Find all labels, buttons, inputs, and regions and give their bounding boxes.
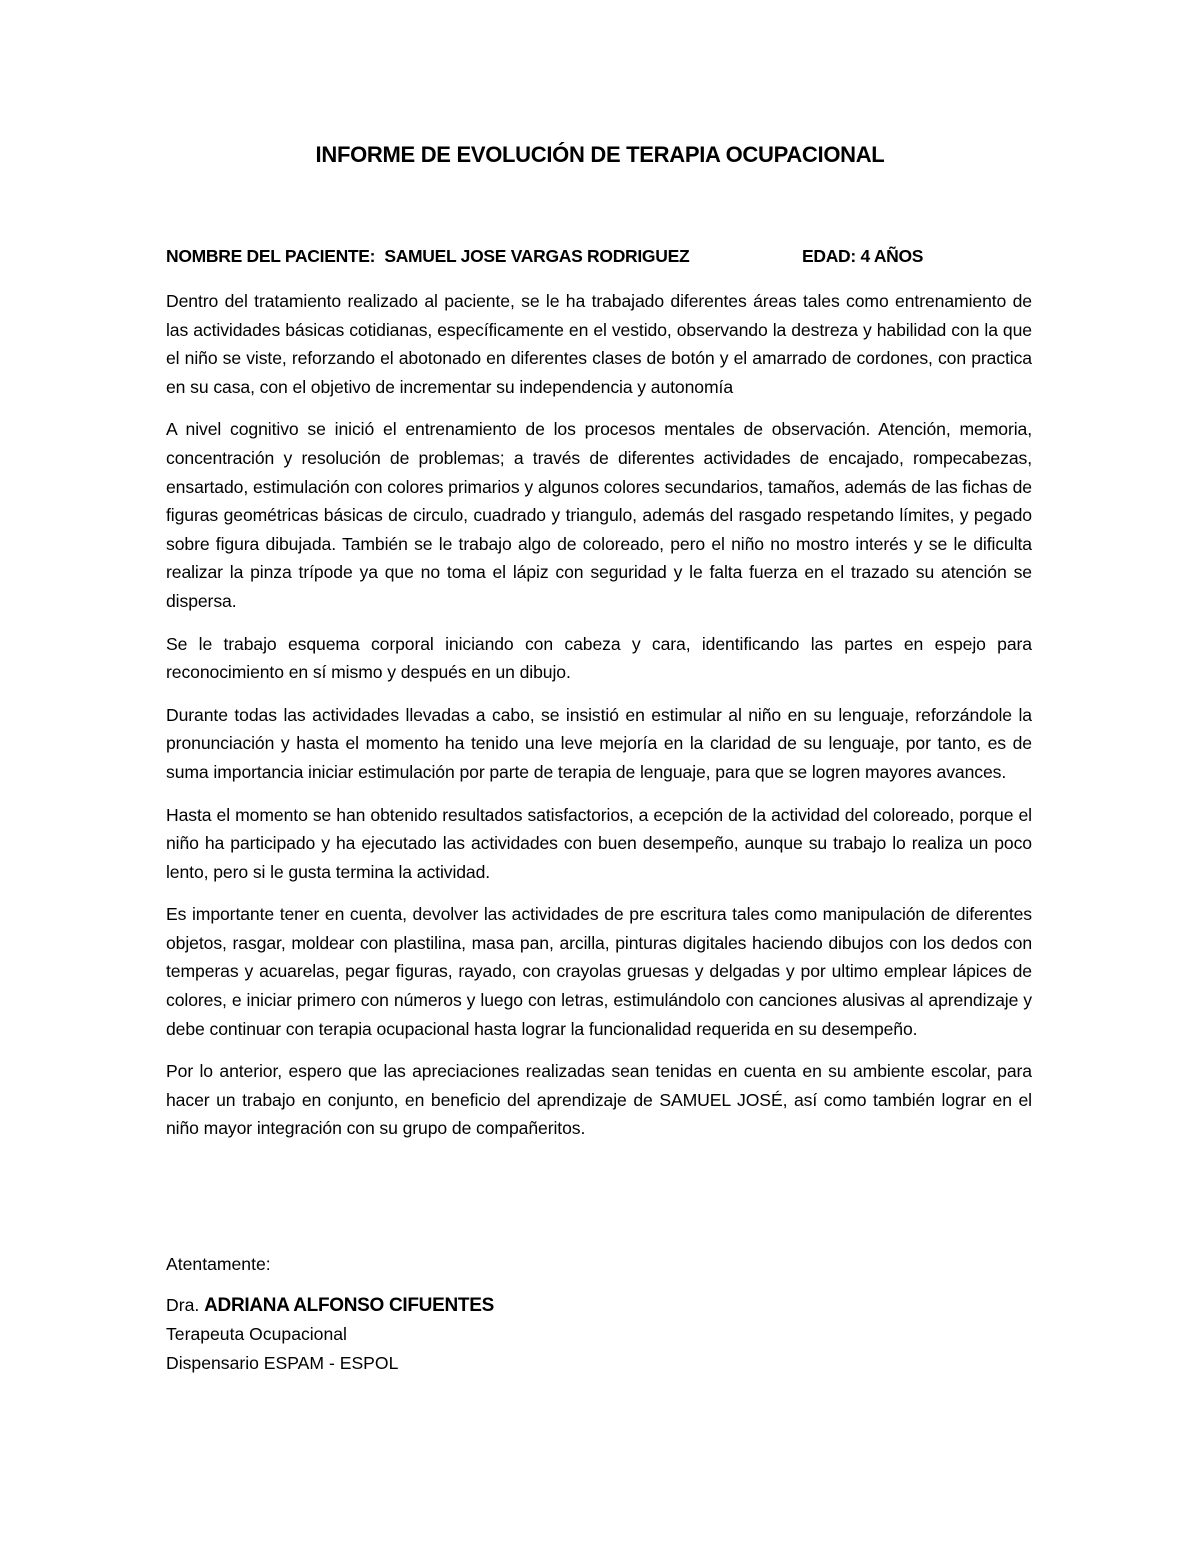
paragraph: Por lo anterior, espero que las apreciaciones realizadas sean tenidas en cuenta en su ambiente escolar, para hacer un trabajo en conjunto, en beneficio del aprendizaje de SAMUEL JOSÉ, así como también lograr en el niño mayor integración con su grupo de compañeritos. xyxy=(166,1061,1032,1139)
closing-text: Atentamente: xyxy=(166,1254,271,1274)
patient-info-line xyxy=(166,246,1036,267)
doctor-role: Terapeuta Ocupacional xyxy=(166,1324,347,1345)
document-title: INFORME DE EVOLUCIÓN DE TERAPIA OCUPACIONAL xyxy=(315,142,885,167)
doctor-prefix: Dra. xyxy=(166,1294,205,1315)
signature-block xyxy=(166,1250,494,1377)
doctor-name: ADRIANA ALFONSO CIFUENTES xyxy=(204,1294,494,1316)
patient-name-label: NOMBRE DEL PACIENTE: SAMUEL JOSE VARGAS RODRIGUEZ xyxy=(166,246,690,266)
paragraph: Se le trabajo esquema corporal iniciando con cabeza y cara, identificando las partes en espejo para reconocimiento en sí mismo y después en un dibujo. xyxy=(166,633,1032,683)
doctor-institution: Dispensario ESPAM - ESPOL xyxy=(166,1352,399,1373)
paragraph: Dentro del tratamiento realizado al paciente, se le ha trabajado diferentes áreas tales como entrenamiento de las actividades básicas cotidianas, específicamente en el vestido, observando la destreza y habilidad con la que el niño se viste, reforzando el abotonado en diferentes clases de botón y el amarrado de cordones, con practica en su casa, con el objetivo de incrementar su independencia y autonomía xyxy=(166,291,1032,397)
patient-age-label: EDAD: 4 AÑOS xyxy=(802,246,924,266)
report-body xyxy=(166,287,1032,1157)
paragraph: Durante todas las actividades llevadas a cabo, se insistió en estimular al niño en su lenguaje, reforzándole la pronunciación y hasta el momento ha tenido una leve mejoría en la claridad de su lenguaje, por tanto, es de suma importancia iniciar estimulación por parte de terapia de lenguaje, para que se logren mayores avances. xyxy=(166,704,1032,782)
doctor-name-line xyxy=(166,1291,494,1321)
paragraph: Es importante tener en cuenta, devolver las actividades de pre escritura tales como manipulación de diferentes objetos, rasgar, moldear con plastilina, masa pan, arcilla, pinturas digitales haciendo dibujos con los dedos con temperas y acuarelas, pegar figuras, rayado, con crayolas gruesas y delgadas y por ultimo emplear lápices de colores, e iniciar primero con números y luego con letras, estimulándolo con canciones alusivas al aprendizaje y debe continuar con terapia ocupacional hasta lograr la funcionalidad requerida en su desempeño. xyxy=(166,904,1032,1039)
paragraph: A nivel cognitivo se inició el entrenamiento de los procesos mentales de observación. Atención, memoria, concentración y resolución de problemas; a través de diferentes actividades de encajado, rompecabezas, ensartado, estimulación con colores primarios y algunos colores secundarios, tamaños, además de las fichas de figuras geométricas básicas de circulo, cuadrado y triangulo, además del rasgado respetando límites, y pegado sobre figura dibujada. También se le trabajo algo de coloreado, pero el niño no mostro interés y se le dificulta realizar la pinza trípode ya que no toma el lápiz con seguridad y le falta fuerza en el trazado su atención se dispersa. xyxy=(166,419,1032,611)
paragraph: Hasta el momento se han obtenido resultados satisfactorios, a ecepción de la actividad del coloreado, porque el niño ha participado y ha ejecutado las actividades con buen desempeño, aunque su trabajo lo realiza un poco lento, pero si le gusta termina la actividad. xyxy=(166,804,1032,882)
